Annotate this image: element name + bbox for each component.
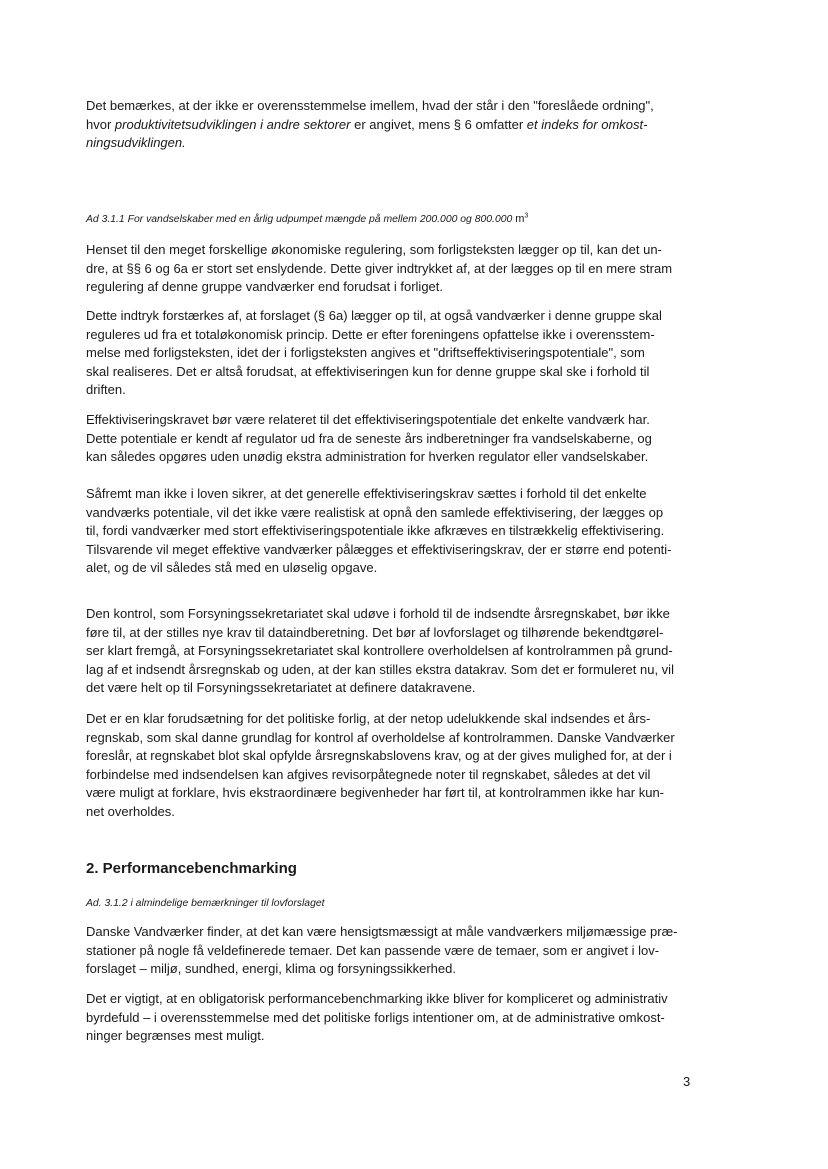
paragraph-3 — [86, 411, 696, 467]
paragraph-6 — [86, 710, 696, 822]
superscript: 3 — [524, 212, 529, 220]
text-line: alet, og de vil således stå med en uløselig opgave. — [86, 560, 378, 576]
section-subheading — [86, 209, 696, 227]
text-line: ser klart fremgå, at Forsyningssekretariatet skal kontrollere overholdelsen af kontrolrammen på grund- — [86, 643, 673, 659]
text-line: Det bemærkes, at der ikke er overensstemmelse imellem, hvad der står i den "foreslåede ordning", — [86, 98, 654, 113]
text-line: net overholdes. — [86, 803, 175, 819]
text-line: være muligt at forklare, hvis ekstraordinære begivenheder har ført til, at kontrolrammen ikke har kun- — [86, 785, 665, 801]
text-line: Det er en klar forudsætning for det politiske forlig, at der netop udelukkende skal indsendes et års- — [86, 711, 651, 726]
text-line: Danske Vandværker finder, at det kan være hensigtsmæssigt at måle vandværkers miljømæssige præ- — [86, 924, 678, 939]
text-line: Den kontrol, som Forsyningssekretariatet skal udøve i forhold til de indsendte årsregnskabet, bør ikke — [86, 606, 670, 621]
text-line: Effektiviseringskravet bør være relateret til det effektiviseringspotentiale det enkelte vandværk har. — [86, 412, 650, 427]
text-line: Såfremt man ikke i loven sikrer, at det generelle effektiviseringskrav sættes i forhold til det enkelte — [86, 486, 647, 501]
text-line: føre til, at der stilles nye krav til dataindberetning. Det bør af lovforslaget og tilhørende bekendtgørel- — [86, 624, 664, 640]
unit-label: m — [515, 213, 525, 225]
text-line: dre, at §§ 6 og 6a er stort set enslydende. Dette giver indtrykket af, at der lægges op til en mere stram — [86, 260, 673, 276]
text-line: Henset til den meget forskellige økonomiske regulering, som forligsteksten lægger op til, kan det un- — [86, 242, 662, 257]
paragraph-5 — [86, 605, 696, 698]
text-line: byrdefuld – i overensstemmelse med det politiske forligs intentioner om, at de administrative omkost- — [86, 1009, 665, 1025]
text-line: Dette indtryk forstærkes af, at forslaget (§ 6a) lægger op til, at også vandværker i denne gruppe skal — [86, 308, 662, 323]
text-line: ninger begrænses mest muligt. — [86, 1028, 265, 1044]
text-segment: er angivet, mens § 6 omfatter — [350, 116, 527, 132]
text-line: Dette potentiale er kendt af regulator ud fra de seneste års indberetninger fra vandselskaberne, og — [86, 430, 652, 446]
paragraph-7 — [86, 923, 696, 979]
page-number: 3 — [683, 1074, 691, 1089]
text-line: vandværks potentiale, vil det ikke være realistisk at opnå den samlede effektivisering, der lægges op — [86, 504, 664, 520]
text-line: til, fordi vandværker med stort effektiviseringspotentiale ikke afkræves en tilstrækkelig effektivisering. — [86, 523, 665, 539]
subheading-label: Ad 3.1.1 For vandselskaber med en årlig udpumpet mængde på mellem 200.000 og 800.000 — [86, 214, 513, 225]
text-line: melse med forligsteksten, idet der i forligsteksten angives et "driftseffektiviseringspotentiale", som — [86, 345, 645, 361]
text-line: kan således opgøres uden unødig ekstra administration for hverken regulator eller vandselskaber. — [86, 449, 649, 465]
text-line: skal realiseres. Det er altså forudsat, at effektiviseringen kun for denne gruppe skal ske i forhold til — [86, 363, 650, 379]
text-line: det være helt op til Forsyningssekretariatet at definere datakravene. — [86, 680, 476, 696]
text-line: stationer på nogle få veldefinerede temaer. Det kan passende være de temaer, som er angivet i lov- — [86, 942, 660, 958]
section-heading: 2. Performancebenchmarking — [86, 860, 297, 877]
text-line: forbindelse med indsendelsen kan afgives revisorpåtegnede noter til regnskabet, således at det vil — [86, 766, 651, 782]
text-line: Det er vigtigt, at en obligatorisk performancebenchmarking ikke bliver for kompliceret og administrativ — [86, 991, 668, 1006]
intro-paragraph — [86, 97, 696, 153]
subheading-text: Ad. 3.1.2 i almindelige bemærkninger til lovforslaget — [86, 898, 325, 909]
text-line: Tilsvarende vil meget effektive vandværker pålægges et effektiviseringskrav, der er større end potenti- — [86, 541, 672, 557]
subheading-text — [86, 214, 528, 225]
section-subheading-2 — [86, 893, 696, 911]
emphasis-text: et indeks for omkost- — [526, 116, 648, 132]
paragraph-4 — [86, 485, 696, 578]
text-line: regnskab, som skal danne grundlag for kontrol af overholdelse af kontrolrammen. Danske Vandværker — [86, 729, 675, 745]
text-line: regulering af denne gruppe vandværker end forudsat i forliget. — [86, 279, 443, 295]
text-line: reguleres ud fra et totaløkonomisk princip. Dette er efter foreningens opfattelse ikke i overensstem- — [86, 326, 655, 342]
paragraph-8 — [86, 990, 696, 1046]
text-line: forslaget – miljø, sundhed, energi, klima og forsyningssikkerhed. — [86, 961, 456, 977]
text-line — [86, 116, 696, 135]
text-line: ningsudviklingen. — [86, 135, 186, 151]
text-line: lag af et indsendt årsregnskab og uden, at der kan stilles ekstra datakrav. Som det er formuleret nu, vil — [86, 661, 674, 677]
text-line: foreslår, at regnskabet blot skal opfylde årsregnskabslovens krav, og at der gives mulighed for, at der i — [86, 748, 672, 764]
paragraph-1 — [86, 241, 696, 297]
emphasis-text: produktivitetsudviklingen i andre sektorer — [114, 116, 351, 132]
paragraph-2 — [86, 307, 696, 400]
text-line: driften. — [86, 382, 126, 398]
text-segment: hvor — [86, 116, 115, 132]
